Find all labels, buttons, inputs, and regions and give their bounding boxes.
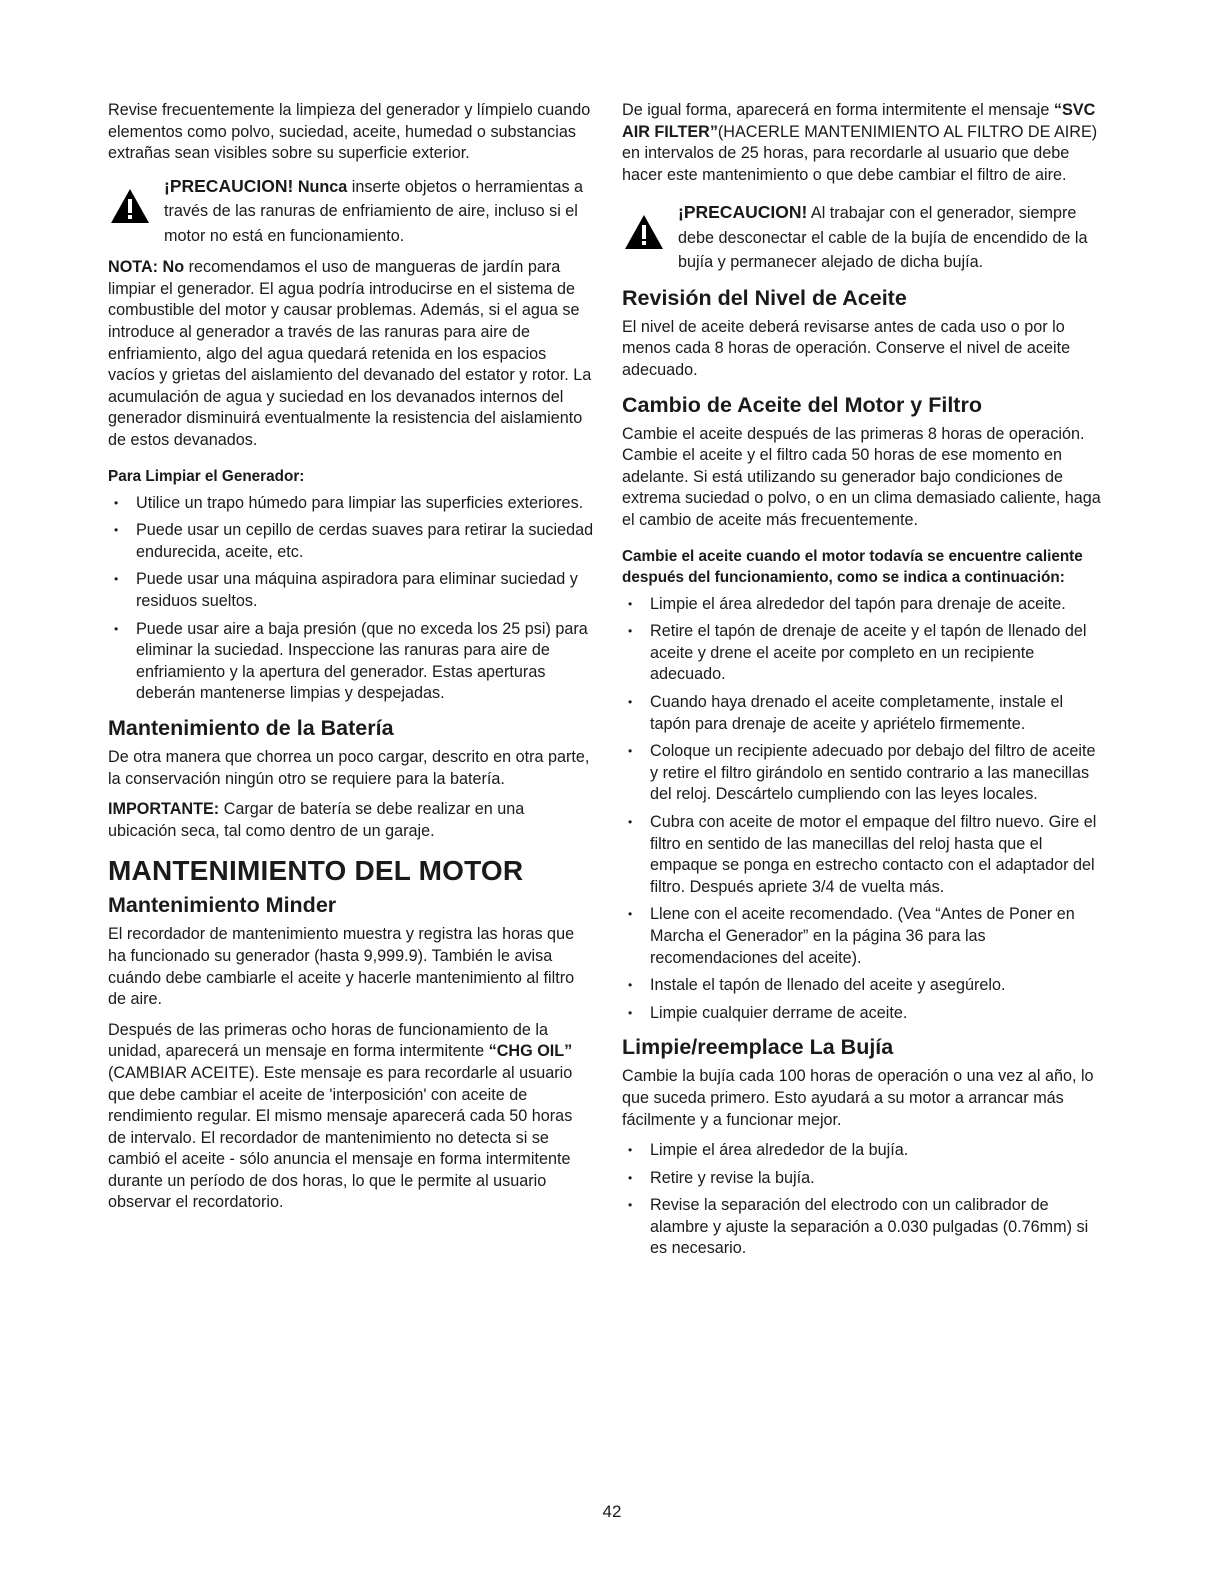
air-filter-text-b: (HACERLE MANTENIMIENTO AL FILTRO DE AIRE) en intervalos de 25 horas, para recordarle al usuario que debe hacer este mantenimiento o que debe cambiar el filtro de aire. bbox=[622, 122, 1098, 184]
list-item: • Retire el tapón de drenaje de aceite y el tapón de llenado del aceite y drene el aceite por completo en un recipiente adecuado. bbox=[622, 621, 1108, 686]
air-filter-text-a: De igual forma, aparecerá en forma intermitente el mensaje bbox=[622, 101, 1054, 119]
list-item: • Limpie cualquier derrame de aceite. bbox=[622, 1003, 1108, 1025]
left-column bbox=[108, 100, 594, 1223]
minder-p2-text-b: (CAMBIAR ACEITE). Este mensaje es para recordarle al usuario que debe cambiar el aceite de 'interposición' con aceite de rendimiento regular. El mismo mensaje aparecerá cada 50 horas de intervalo. El recordador de mantenimiento no detecta si se cambió el aceite - sólo anuncia el mensaje en forma intermitente durante un período de dos horas, lo que le permite al usuario observar el recordatorio. bbox=[108, 1063, 573, 1212]
clean-list bbox=[108, 493, 594, 705]
spark-plug-heading: Limpie/reemplace La Bujía bbox=[622, 1035, 894, 1060]
list-item: • Puede usar una máquina aspiradora para eliminar suciedad y residuos sueltos. bbox=[108, 569, 594, 612]
warning-triangle-icon bbox=[110, 188, 150, 224]
importante-paragraph bbox=[108, 799, 594, 842]
battery-paragraph: De otra manera que chorrea un poco cargar, descrito en otra parte, la conservación ningún otro se requiere para la batería. bbox=[108, 747, 590, 788]
minder-heading: Mantenimiento Minder bbox=[108, 893, 337, 918]
nota-label: NOTA: No bbox=[108, 258, 185, 277]
nota-text: recomendamos el uso de mangueras de jardín para limpiar el generador. El agua podría introducirse en el sistema de combustible del motor y causar problemas. Además, si el agua se introduce al generador a través de las ranuras para aire de enfriamiento, algo del agua quedará retenida en los espacios vacíos y grietas del aislamiento del devanado del estator y rotor. La acumulación de agua y suciedad en los devanados internos del generador disminuirá eventualmente la resistencia del aislamiento de estos devanados. bbox=[108, 258, 592, 450]
oil-level-paragraph: El nivel de aceite deberá revisarse antes de cada uso o por lo menos cada 8 horas de operación. Conserve el nivel de aceite adecuado. bbox=[622, 317, 1071, 380]
nota-paragraph bbox=[108, 257, 594, 451]
caution-heading: ¡PRECAUCION! bbox=[678, 202, 808, 223]
list-item: • Revise la separación del electrodo con un calibrador de alambre y ajuste la separación a 0.030 pulgadas (0.76mm) si es necesario. bbox=[622, 1195, 1108, 1260]
list-item: • Retire y revise la bujía. bbox=[622, 1168, 1108, 1190]
list-item: • Puede usar aire a baja presión (que no exceda los 25 psi) para eliminar la suciedad. Inspeccione las ranuras para aire de enfriamiento y la apertura del generador. Estas aperturas deberán mantenerse limpias y despejadas. bbox=[108, 619, 594, 705]
battery-heading: Mantenimiento de la Batería bbox=[108, 715, 394, 740]
list-item: • Puede usar un cepillo de cerdas suaves para retirar la suciedad endurecida, aceite, etc. bbox=[108, 520, 594, 563]
minder-p2-text-a: Después de las primeras ocho horas de funcionamiento de la unidad, aparecerá un mensaje en forma intermitente bbox=[108, 1020, 549, 1061]
list-item: • Cubra con aceite de motor el empaque del filtro nuevo. Gire el filtro en sentido de las manecillas del reloj hasta que el empaque se ponga en estrecho contacto con el adaptador del filtro. Después apriete 3/4 de vuelta más. bbox=[622, 812, 1108, 898]
cleaning-intro: Revise frecuentemente la limpieza del generador y límpielo cuando elementos como polvo, suciedad, aceite, humedad o substancias extrañas sean visibles sobre su superficie exterior. bbox=[108, 101, 591, 163]
caution-text: Al trabajar con el generador, siempre debe desconectar el cable de la bujía de encendido de la bujía y permanecer alejado de dicha bujía. bbox=[678, 204, 1088, 272]
spark-plug-paragraph: Cambie la bujía cada 100 horas de operación o una vez al año, lo que suceda primero. Esto ayudará a su motor a arrancar más fácilmente y a funcionar mejor. bbox=[622, 1067, 1094, 1129]
air-filter-paragraph bbox=[622, 100, 1108, 186]
motor-maintenance-heading: MANTENIMIENTO DEL MOTOR bbox=[108, 855, 524, 887]
oil-level-heading: Revisión del Nivel de Aceite bbox=[622, 285, 907, 310]
oil-change-list bbox=[622, 594, 1108, 1025]
list-item: • Cuando haya drenado el aceite completamente, instale el tapón para drenaje de aceite y apriételo firmemente. bbox=[622, 692, 1108, 735]
spark-plug-list bbox=[622, 1140, 1108, 1260]
oil-change-subheading: Cambie el aceite cuando el motor todavía se encuentre caliente después del funcionamiento, como se indica a continuación: bbox=[622, 547, 1083, 586]
list-item: • Instale el tapón de llenado del aceite y asegúrelo. bbox=[622, 975, 1108, 997]
caution-text: inserte objetos o herramientas a través de las ranuras de enfriamiento de aire, incluso si el motor no está en funcionamiento. bbox=[164, 177, 584, 245]
caution-bold-word: Nunca bbox=[297, 177, 348, 196]
caution-block-1 bbox=[108, 174, 594, 249]
oil-change-heading: Cambio de Aceite del Motor y Filtro bbox=[622, 392, 982, 417]
caution-heading: ¡PRECAUCION! bbox=[164, 175, 294, 196]
svc-air-filter-label: “SVC AIR FILTER” bbox=[622, 101, 1096, 141]
list-item: • Limpie el área alrededor del tapón para drenaje de aceite. bbox=[622, 594, 1108, 616]
minder-paragraph-1: El recordador de mantenimiento muestra y registra las horas que ha funcionado su generador (hasta 9,999.9). También le avisa cuándo debe cambiarle el aceite y hacerle mantenimiento al filtro de aire. bbox=[108, 925, 575, 1009]
importante-text: Cargar de batería se debe realizar en una ubicación seca, tal como dentro de un garaje. bbox=[108, 800, 525, 840]
right-column bbox=[622, 100, 1108, 1266]
importante-label: IMPORTANTE: bbox=[108, 800, 220, 819]
clean-heading: Para Limpiar el Generador: bbox=[108, 467, 305, 485]
oil-change-paragraph: Cambie el aceite después de las primeras 8 horas de operación. Cambie el aceite y el filtro cada 50 horas de ese momento en adelante. Si está utilizando su generador bajo condiciones de extrema suciedad o polvo, o en un clima demasiado caliente, haga el cambio de aceite más frecuentemente. bbox=[622, 424, 1101, 530]
list-item: • Coloque un recipiente adecuado por debajo del filtro de aceite y retire el filtro girándolo en sentido contrario a las manecillas del reloj. Descártelo cumpliendo con las leyes locales. bbox=[622, 741, 1108, 806]
warning-triangle-icon bbox=[624, 214, 664, 250]
list-item: • Llene con el aceite recomendado. (Vea “Antes de Poner en Marcha el Generador” en la página 36 para las recomendaciones del aceite). bbox=[622, 904, 1108, 969]
page-number: 42 bbox=[602, 1502, 622, 1521]
minder-paragraph-2 bbox=[108, 1020, 594, 1214]
caution-block-2 bbox=[622, 200, 1108, 275]
chg-oil-label: “CHG OIL” bbox=[488, 1042, 573, 1061]
list-item: • Utilice un trapo húmedo para limpiar las superficies exteriores. bbox=[108, 493, 594, 515]
list-item: • Limpie el área alrededor de la bujía. bbox=[622, 1140, 1108, 1162]
